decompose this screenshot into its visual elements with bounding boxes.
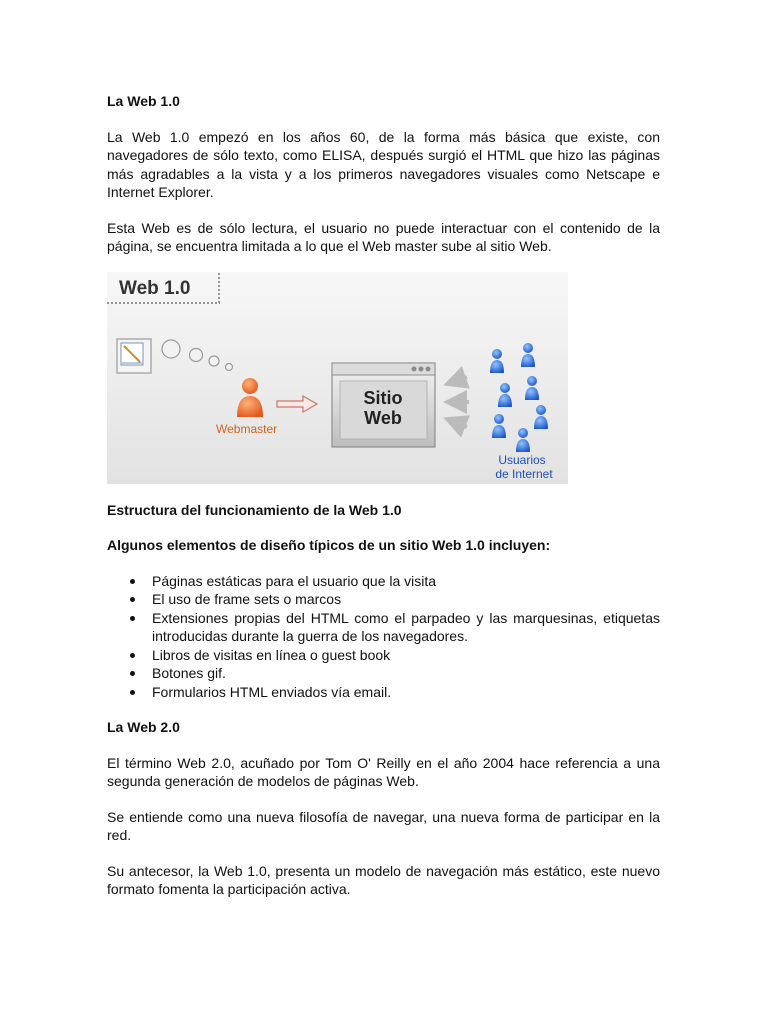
paragraph-web1-history: La Web 1.0 empezó en los años 60, de la forma más básica que existe, con navegadores de sólo texto, como ELISA, después surgió el HTML que hizo las páginas más agradables a la vista y a los primeros navegadores visuales como Netscape e Internet Explorer. xyxy=(107,128,660,200)
diagram-title: Web 1.0 xyxy=(119,277,191,299)
paragraph-web2-predecessor: Su antecesor, la Web 1.0, presenta un modelo de navegación más estático, este nuevo formato fomenta la participación activa. xyxy=(107,862,660,897)
list-intro-heading: Algunos elementos de diseño típicos de un sitio Web 1.0 incluyen: xyxy=(107,537,551,553)
site-label-line2: Web xyxy=(364,407,402,428)
webmaster-label: Webmaster xyxy=(216,421,278,436)
paragraph-web2-philosophy: Se entiende como una nueva filosofía de navegar, una nueva forma de participar en la red. xyxy=(107,808,660,843)
diagram-caption: Estructura del funcionamiento de la Web 1.0 xyxy=(107,501,402,518)
paragraph-web1-readonly: Esta Web es de sólo lectura, el usuario no puede interactuar con el contenido de la página, se encuentra limitada a lo que el Web master sube al sitio Web. xyxy=(107,219,660,254)
design-elements-list xyxy=(107,572,660,702)
list-item: Formularios HTML enviados vía email. xyxy=(107,683,660,702)
users-label-line2: de Internet xyxy=(495,466,553,481)
list-item: Libros de visitas en línea o guest book xyxy=(107,646,660,665)
list-item: Botones gif. xyxy=(107,664,660,683)
web1-diagram xyxy=(107,272,568,484)
paragraph-web2-term: El término Web 2.0, acuñado por Tom O' Reilly en el año 2004 hace referencia a una segunda generación de modelos de páginas Web. xyxy=(107,754,660,789)
thought-bubble-icon xyxy=(162,340,180,358)
users-label-line1: Usuarios xyxy=(498,452,546,467)
edit-document-icon xyxy=(117,339,151,373)
list-item: Páginas estáticas para el usuario que la visita xyxy=(107,572,660,591)
site-label-line1: Sitio xyxy=(363,387,403,408)
list-item: Extensiones propias del HTML como el parpadeo y las marquesinas, etiquetas introducidas durante la guerra de los navegadores. xyxy=(107,609,660,646)
list-item: El uso de frame sets o marcos xyxy=(107,590,660,609)
heading-web-1: La Web 1.0 xyxy=(107,93,180,109)
heading-web-2: La Web 2.0 xyxy=(107,719,180,735)
document-content xyxy=(107,92,660,899)
